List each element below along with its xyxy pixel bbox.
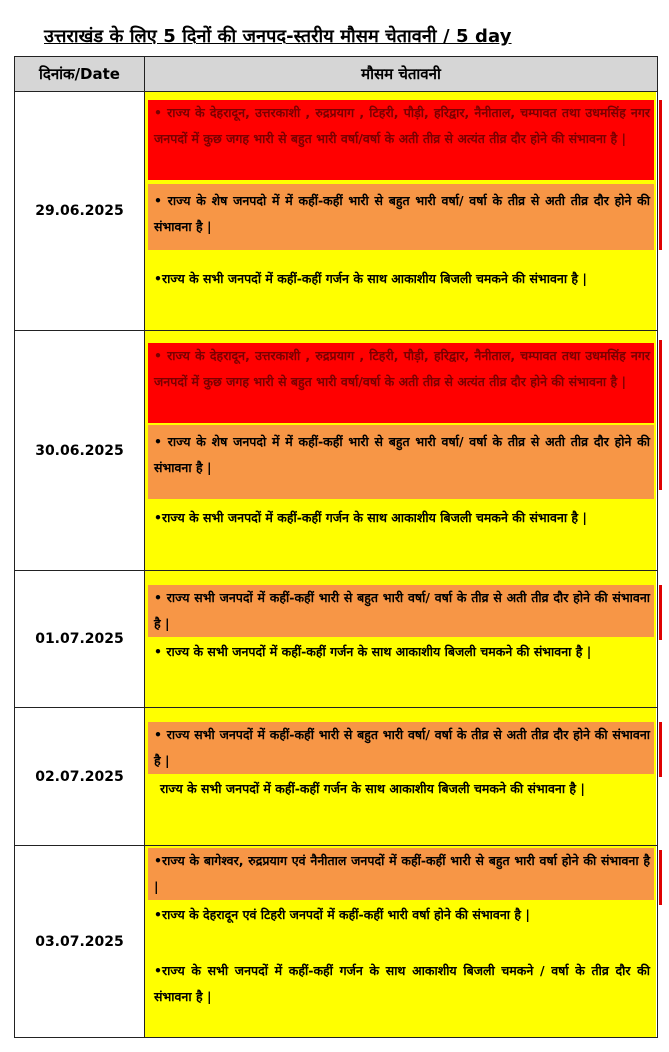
warning-cell: [145, 846, 656, 1037]
cropped-column-marker: [659, 585, 662, 640]
cropped-column-marker: [659, 340, 662, 490]
warning-item-yellow: •राज्य के सभी जनपदों में कहीं-कहीं गर्जन के साथ आकाशीय बिजली चमकने / वर्षा के तीव्र दौर की संभावना है |: [154, 963, 650, 1004]
header-warning: मौसम चेतावनी: [145, 57, 657, 91]
row-date: 02.07.2025: [35, 768, 124, 785]
row-date: 29.06.2025: [35, 203, 124, 219]
warning-item-yellow: • राज्य के सभी जनपदों में कहीं-कहीं गर्जन के साथ आकाशीय बिजली चमकने की संभावना है |: [154, 644, 592, 659]
warning-cell: [145, 92, 656, 330]
warning-item-red: • राज्य के देहरादून, उत्तरकाशी , रुद्रप्रयाग , टिहरी, पौड़ी, हरिद्वार, नैनीताल, चम्पावत तथा उधमसिंह नगर जनपदों में कुछ जगह भारी से बहुत भारी वर्षा/वर्षा के अती तीव्र से अत्यंत तीव्र दौर होने की संभावना है |: [148, 343, 654, 423]
cropped-column-marker: [659, 850, 662, 905]
row-date: 30.06.2025: [35, 442, 124, 459]
warning-cell: [145, 331, 656, 570]
header-date: दिनांक/Date: [15, 57, 144, 91]
warning-item-yellow: राज्य के सभी जनपदों में कहीं-कहीं गर्जन के साथ आकाशीय बिजली चमकने की संभावना है |: [160, 781, 585, 796]
warning-cell: [145, 708, 656, 845]
warning-item-red: • राज्य के देहरादून, उत्तरकाशी , रुद्रप्रयाग , टिहरी, पौड़ी, हरिद्वार, नैनीताल, चम्पावत तथा उधमसिंह नगर जनपदों में कुछ जगह भारी से बहुत भारी वर्षा/वर्षा के अती तीव्र से अत्यंत तीव्र दौर होने की संभावना है |: [148, 100, 654, 180]
row-date: 03.07.2025: [35, 933, 124, 950]
warning-cell: [145, 571, 656, 707]
warning-item-yellow: •राज्य के सभी जनपदों में कहीं-कहीं गर्जन के साथ आकाशीय बिजली चमकने की संभावना है |: [154, 510, 587, 525]
cropped-column-marker: [659, 722, 662, 777]
warning-item-orange: •राज्य के बागेश्वर, रुद्रप्रयाग एवं नैनीताल जनपदों में कहीं-कहीं भारी से बहुत भारी वर्षा होने की संभावना है |: [148, 848, 654, 900]
table-right-border: [657, 56, 658, 1038]
warning-item-orange: • राज्य सभी जनपदों में कहीं-कहीं भारी से बहुत भारी वर्षा/ वर्षा के तीव्र से अती तीव्र दौर होने की संभावना है |: [148, 722, 654, 774]
warning-item-yellow: •राज्य के देहरादून एवं टिहरी जनपदों में कहीं-कहीं भारी वर्षा होने की संभावना है |: [154, 907, 530, 922]
page-title: उत्तराखंड के लिए 5 दिनों की जनपद-स्तरीय मौसम चेतावनी / 5 day: [44, 26, 512, 47]
warning-item-orange: • राज्य सभी जनपदों में कहीं-कहीं भारी से बहुत भारी वर्षा/ वर्षा के तीव्र से अती तीव्र दौर होने की संभावना है |: [148, 585, 654, 637]
row-border: [14, 1037, 657, 1038]
warning-item-orange: • राज्य के शेष जनपदो में में कहीं-कहीं भारी से बहुत भारी वर्षा/ वर्षा के तीव्र से अती तीव्र दौर होने की संभावना है |: [148, 425, 654, 499]
warning-item-yellow: •राज्य के सभी जनपदों में कहीं-कहीं गर्जन के साथ आकाशीय बिजली चमकने की संभावना है |: [154, 271, 587, 286]
cropped-column-marker: [659, 100, 662, 250]
warning-item-orange: • राज्य के शेष जनपदो में में कहीं-कहीं भारी से बहुत भारी वर्षा/ वर्षा के तीव्र से अती तीव्र दौर होने की संभावना है |: [148, 184, 654, 250]
row-date: 01.07.2025: [35, 631, 124, 647]
